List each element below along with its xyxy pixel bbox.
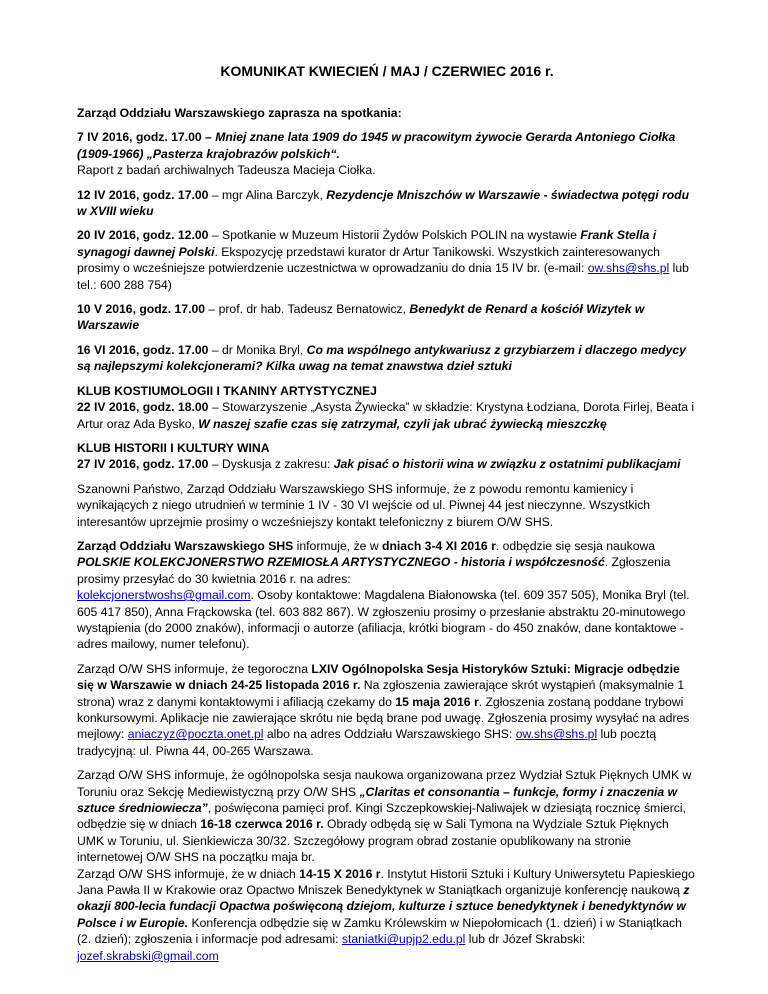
club-heading: KLUB KOSTIUMOLOGII I TKANINY ARTYSTYCZNEJ [77, 383, 377, 398]
club-costume: KLUB KOSTIUMOLOGII I TKANINY ARTYSTYCZNEJ 22 IV 2016, godz. 18.00 – Stowarzyszenie „Asysta Żywiecka” w składzie: Krystyna Łodziana, Dorota Firlej, Beata i Artur oraz Ada Bysko, W naszej szafie czas się zatrzymał, czyli jak ubrać żywiecką mieszczkę [77, 383, 695, 431]
club-heading: KLUB HISTORII I KULTURY WINA [77, 440, 270, 455]
event-title: Benedykt de Renard a kościół Wizytek w Warszawie [77, 302, 645, 333]
event-date: 12 IV 2016, godz. 17.00 [77, 187, 209, 202]
event-date: 27 IV 2016, godz. 17.00 [77, 457, 209, 472]
event-title: Co ma wspólnego antykwariusz z grzybiarzem i dlaczego medycy są najlepszymi kolekcjonerami? Kilka uwag na temat znawstwa dzieł sztuki [77, 342, 686, 374]
session-claritas: Zarząd O/W SHS informuje, że ogólnopolska sesja naukowa organizowana przez Wydział Sztuk Pięknych UMK w Toruniu oraz Sekcję Mediewistyczną przy O/W SHS „Claritas et consonantia – funkcje, formy i znaczenia w sztuce średniowiecza”, poświęcona pamięci prof. Kingi Szczepkowskiej-Naliwajek w dziesiątą rocznicę śmierci, odbędzie się w dniach 16-18 czerwca 2016 r. Obrady odbędą się w Sali Tymona na Wydziale Sztuk Pięknych UMK w Toruniu, ul. Sienkiewicza 30/32. Szczegółowy program obrad zostanie opublikowany na stronie internetowej O/W SHS na początku maja br. [77, 768, 692, 865]
event-1-note: Raport z badań archiwalnych Tadeusza Macieja Ciołka. [77, 163, 376, 178]
event-5: 16 VI 2016, godz. 17.00 – dr Monika Bryl, Co ma wspólnego antykwariusz z grzybiarzem i dlaczego medycy są najlepszymi kolekcjonerami? Kilka uwag na temat znawstwa dzieł sztuki [77, 342, 686, 374]
event-date: 16 VI 2016, godz. 17.00 [77, 342, 209, 357]
page-title: KOMUNIKAT KWIECIEŃ / MAJ / CZERWIEC 2016 r. [220, 63, 554, 79]
event-2: 12 IV 2016, godz. 17.00 – mgr Alina Barczyk, Rezydencje Mniszchów w Warszawie - świadectwa potęgi rodu w XVIII wieku [77, 187, 690, 219]
email-link[interactable]: ow.shs@shs.pl [515, 727, 598, 742]
event-date: 20 IV 2016, godz. 12.00 [77, 228, 209, 243]
renovation-notice: Szanowni Państwo, Zarząd Oddziału Warszawskiego SHS informuje, że z powodu remontu kamienicy i wynikających z niego utrudnień w terminie 1 IV - 30 VI wejście od ul. Piwnej 44 jest nieczynne. Wszystkich interesantów uprzejmie prosimy o wcześniejszy kontakt telefoniczny z biurem O/W SHS. [77, 481, 651, 529]
session-benedictine: Zarząd O/W SHS informuje, że w dniach 14-15 X 2016 r. Instytut Historii Sztuki i Kultury Uniwersytetu Papieskiego Jana Pawła II w Krakowie oraz Opactwo Mniszek Benedyktynek w Staniątkach organizuje konferencję naukową z okazji 800-lecia fundacji Opactwa poświęconą dziejom, kulturze i sztuce benedyktynek i benedyktynów w Polsce i w Europie. Konferencja odbędzie się w Zamku Królewskim w Niepołomicach (1. dzień) i w Staniątkach (2. dzień); zgłoszenia i informacje pod adresami: staniatki@upjp2.edu.pl lub dr Józef Skrabski: jozef.skrabski@gmail.com [77, 866, 695, 963]
email-link[interactable]: ow.shs@shs.pl [587, 261, 670, 276]
session-collecting: Zarząd Oddziału Warszawskiego SHS informuje, że w dniach 3-4 XI 2016 r. odbędzie się sesja naukowa POLSKIE KOLEKCJONERSTWO RZEMIOSŁA ARTYSTYCZNEGO - historia i współczesność. Zgłoszenia prosimy przesyłać do 30 kwietnia 2016 r. na adres: kolekcjonerstwoshs@gmail.com. Osoby kontaktowe: Magdalena Białonowska (tel. 609 357 505), Monika Bryl (tel. 605 417 850), Anna Frąckowska (tel. 603 882 867). W zgłoszeniu prosimy o przesłanie abstraktu 20-minutowego wystąpienia (do 2000 znaków), informacji o autorze (afiliacja, krótki biogram - do 450 znaków, dane kontaktowe - adres mailowy, numer telefonu). [77, 538, 690, 652]
event-title: Frank Stella i synagogi dawnej Polski [77, 228, 657, 259]
email-link[interactable]: aniaczyz@poczta.onet.pl [127, 727, 264, 742]
email-link[interactable]: staniatki@upjp2.edu.pl [341, 932, 466, 947]
event-title: Mniej znane lata 1909 do 1945 w pracowitym żywocie Gerarda Antoniego Ciołka (1909-1966) „Pasterza krajobrazów polskich“. [77, 130, 676, 161]
event-date: 22 IV 2016, godz. 18.00 [77, 400, 209, 415]
event-1: 7 IV 2016, godz. 17.00 – Mniej znane lata 1909 do 1945 w pracowitym żywocie Gerarda Antoniego Ciołka (1909-1966) „Pasterza krajobrazów polskich“. [77, 130, 676, 161]
event-3: 20 IV 2016, godz. 12.00 – Spotkanie w Muzeum Historii Żydów Polskich POLIN na wystawie Frank Stella i synagogi dawnej Polski. Ekspozycję przedstawi kurator dr Artur Tanikowski. Wszystkich zainteresowanych prosimy o wcześniejsze potwierdzenie uczestnictwa w oprowadzaniu do dnia 15 IV br. (e-mail: ow.shs@shs.pl lub tel.: 600 288 754) [77, 228, 689, 292]
event-date: 7 IV 2016, godz. 17.00 [77, 130, 202, 145]
session-migracje: Zarząd O/W SHS informuje, że tegoroczna LXIV Ogólnopolska Sesja Historyków Sztuki: Migracje odbędzie się w Warszawie w dniach 24-25 listopada 2016 r. Na zgłoszenia zawierające skrót wystąpień (maksymalnie 1 strona) wraz z danymi kontaktowymi i afiliacją czekamy do 15 maja 2016 r. Zgłoszenia zostaną poddane trybowi konkursowymi. Aplikacje nie zawierające skrótu nie będą brane pod uwagę. Zgłoszenia prosimy wysyłać na adres mejlowy: aniaczyz@poczta.onet.pl albo na adres Oddziału Warszawskiego SHS: ow.shs@shs.pl lub pocztą tradycyjną: ul. Piwna 44, 00-265 Warszawa. [77, 661, 690, 758]
intro: Zarząd Oddziału Warszawskiego zaprasza na spotkania: [77, 106, 402, 120]
email-link[interactable]: jozef.skrabski@gmail.com [77, 948, 219, 963]
event-title: Rezydencje Mniszchów w Warszawie - świadectwa potęgi rodu w XVIII wieku [77, 187, 690, 219]
event-date: 10 V 2016, godz. 17.00 [77, 302, 206, 317]
event-4: 10 V 2016, godz. 17.00 – prof. dr hab. Tadeusz Bernatowicz, Benedykt de Renard a kościół Wizytek w Warszawie [77, 302, 645, 333]
event-title: Jak pisać o historii wina w związku z ostatnimi publikacjami [333, 457, 681, 472]
document-page [77, 62, 697, 972]
club-wine: KLUB HISTORII I KULTURY WINA 27 IV 2016, godz. 17.00 – Dyskusja z zakresu: Jak pisać o historii wina w związku z ostatnimi publikacjami [77, 440, 681, 472]
email-link[interactable]: kolekcjonerstwoshs@gmail.com [77, 588, 251, 603]
event-title: W naszej szafie czas się zatrzymał, czyli jak ubrać żywiecką mieszczkę [198, 416, 607, 431]
